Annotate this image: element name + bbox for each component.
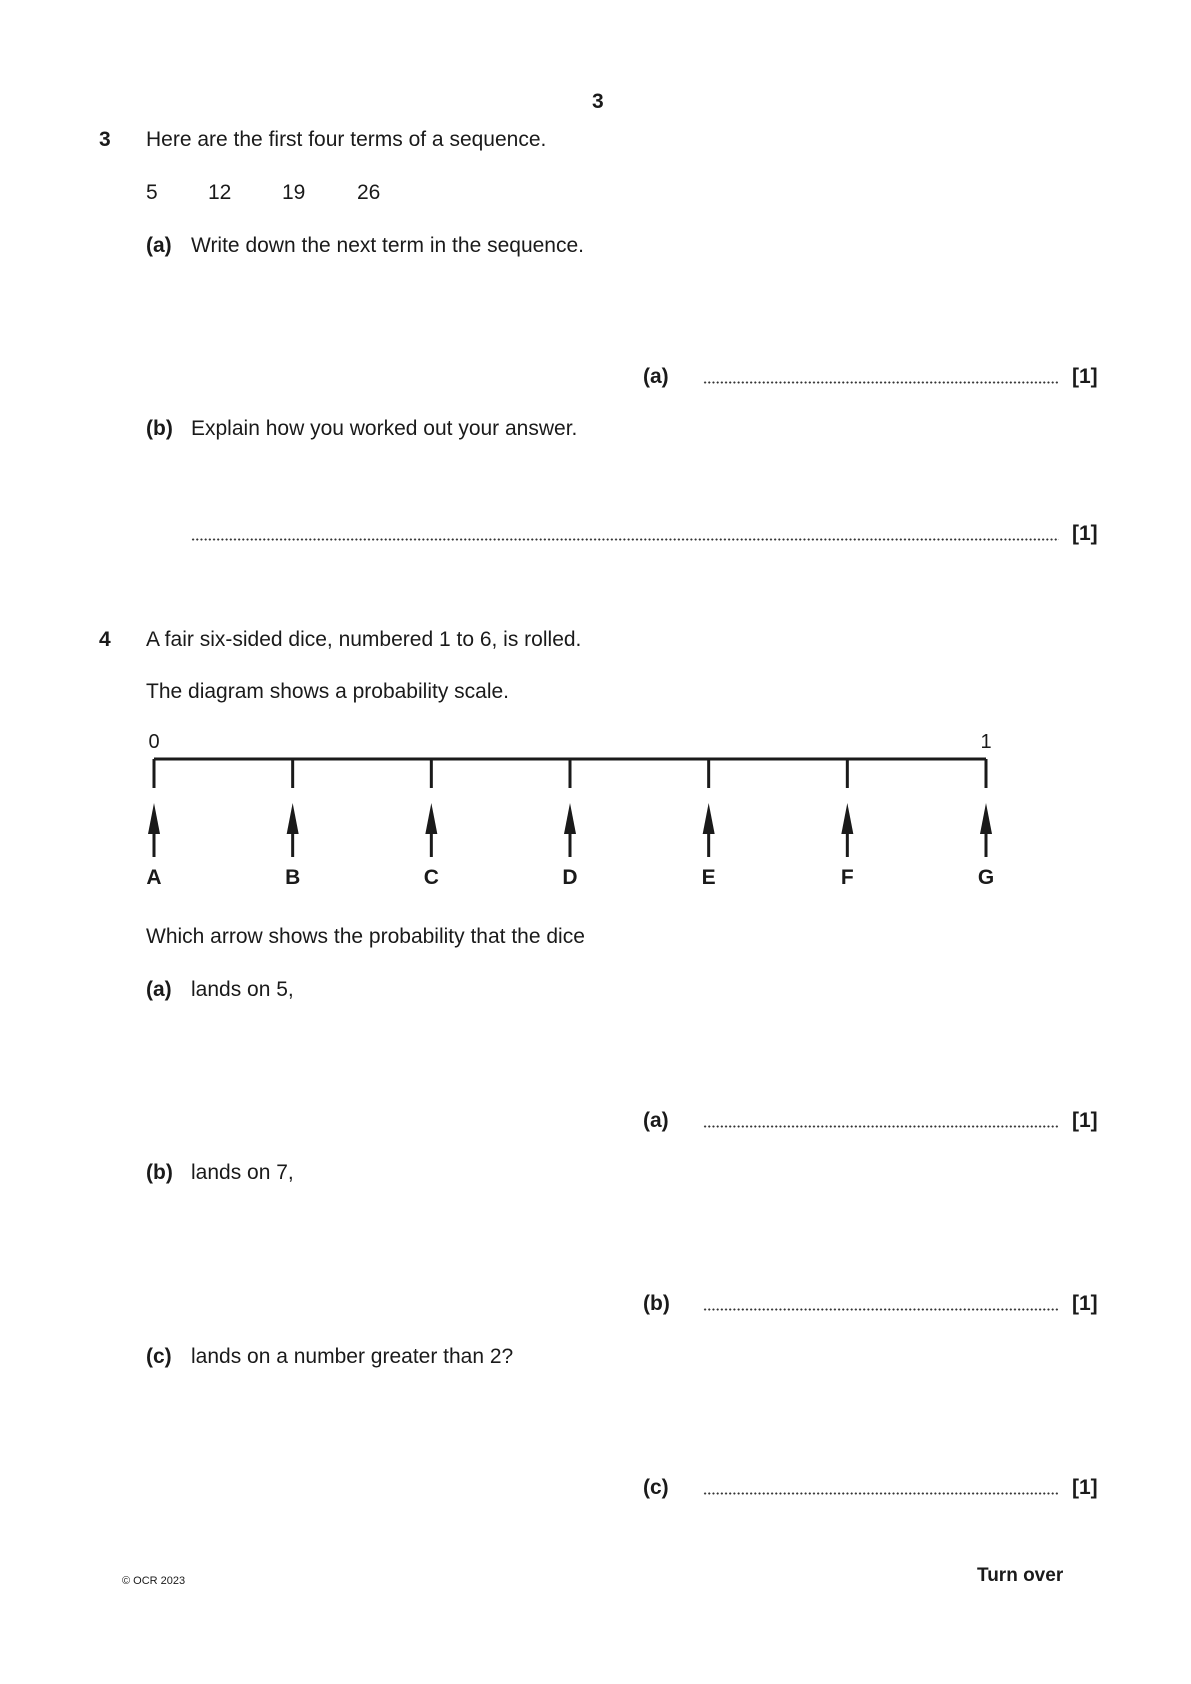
question-3b-text: Explain how you worked out your answer. <box>191 417 578 440</box>
marks-badge: [1] <box>1072 1292 1098 1315</box>
answer-line-4b[interactable] <box>703 1308 1059 1311</box>
diagram-intro: The diagram shows a probability scale. <box>146 680 510 703</box>
sequence-term: 19 <box>282 181 306 204</box>
marks-badge: [1] <box>1072 365 1098 388</box>
arrow-label-f: F <box>840 866 854 889</box>
arrow-label-d: D <box>562 866 578 889</box>
part-label: (b) <box>146 417 173 440</box>
sequence-term: 12 <box>208 181 232 204</box>
part-label: (a) <box>146 234 172 257</box>
arrow-head <box>980 803 992 834</box>
scale-max-label: 1 <box>980 731 992 753</box>
answer-line-4a[interactable] <box>703 1125 1059 1128</box>
question-4c-text: lands on a number greater than 2? <box>191 1345 514 1368</box>
arrow-label-e: E <box>701 866 716 889</box>
answer-label: (a) <box>643 365 669 388</box>
question-3-stem: Here are the first four terms of a sequence. <box>146 128 547 151</box>
answer-label: (a) <box>643 1109 669 1132</box>
question-4-prompt: Which arrow shows the probability that the dice <box>146 925 585 948</box>
question-3a-text: Write down the next term in the sequence. <box>191 234 584 257</box>
page-number: 3 <box>592 90 604 113</box>
question-4-stem: A fair six-sided dice, numbered 1 to 6, is rolled. <box>146 628 582 651</box>
sequence-term: 26 <box>357 181 381 204</box>
arrow-label-g: G <box>977 866 995 889</box>
marks-badge: [1] <box>1072 1476 1098 1499</box>
question-4b-text: lands on 7, <box>191 1161 294 1184</box>
arrow-head <box>703 803 715 834</box>
answer-label: (c) <box>643 1476 669 1499</box>
question-4-number: 4 <box>99 628 111 651</box>
sequence-term: 5 <box>146 181 158 204</box>
question-3-number: 3 <box>99 128 111 151</box>
arrow-head <box>148 803 160 834</box>
marks-badge: [1] <box>1072 522 1098 545</box>
arrow-label-c: C <box>423 866 439 889</box>
part-label: (a) <box>146 978 172 1001</box>
arrow-head <box>287 803 299 834</box>
part-label: (b) <box>146 1161 173 1184</box>
scale-min-label: 0 <box>148 731 160 753</box>
answer-label: (b) <box>643 1292 670 1315</box>
marks-badge: [1] <box>1072 1109 1098 1132</box>
arrow-label-a: A <box>146 866 162 889</box>
turn-over-label: Turn over <box>977 1565 1064 1586</box>
arrow-head <box>841 803 853 834</box>
part-label: (c) <box>146 1345 172 1368</box>
copyright-notice: © OCR 2023 <box>122 1575 186 1587</box>
arrow-label-b: B <box>285 866 301 889</box>
arrow-head <box>425 803 437 834</box>
question-4a-text: lands on 5, <box>191 978 294 1001</box>
arrow-head <box>564 803 576 834</box>
answer-line-4c[interactable] <box>703 1492 1059 1495</box>
